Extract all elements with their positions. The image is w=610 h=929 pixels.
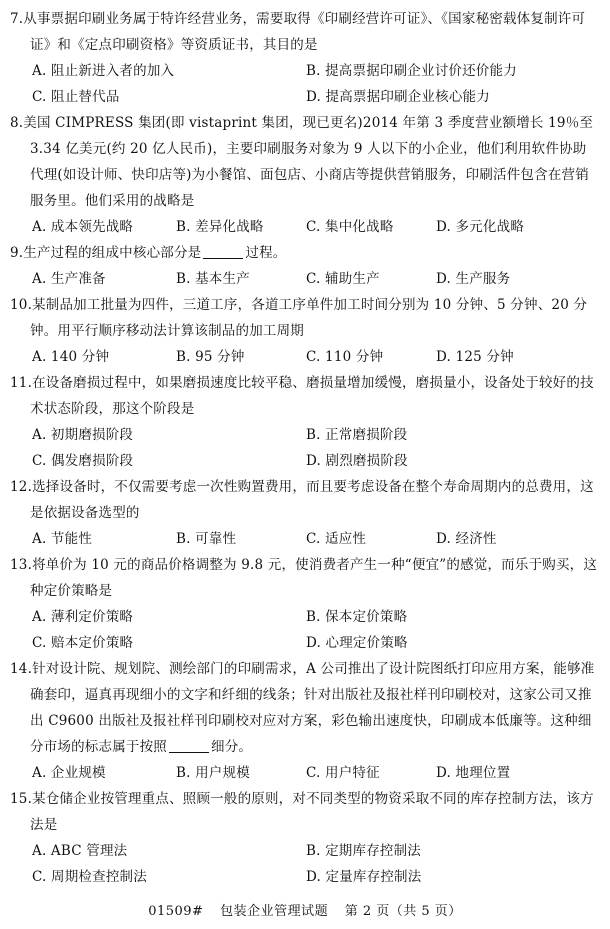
question-10-option-c[interactable]: C. 110 分钟	[306, 349, 384, 365]
question-10-option-d[interactable]: D. 125 分钟	[436, 349, 514, 365]
question-9-option-d[interactable]: D. 生产服务	[436, 271, 511, 287]
question-7-option-b[interactable]: B. 提高票据印刷企业讨价还价能力	[306, 63, 517, 79]
question-11-stem: 11.在设备磨损过程中，如果磨损速度比较平稳、磨损量增加缓慢，磨损量小，设备处于较好的技术状态阶段，那这个阶段是	[10, 375, 594, 417]
question-7-option-c[interactable]: C. 阻止替代品	[32, 89, 120, 105]
page-footer	[0, 900, 610, 919]
question-15-option-a[interactable]: A. ABC 管理法	[32, 843, 128, 859]
question-9-option-c[interactable]: C. 辅助生产	[306, 271, 380, 287]
question-9-stem-after: 过程。	[245, 245, 287, 261]
question-10-stem: 10.某制品加工批量为四件，三道工序，各道工序单件加工时间分别为 10 分钟、5 分钟、20 分钟。用平行顺序移动法计算该制品的加工周期	[10, 297, 588, 339]
question-8	[10, 110, 598, 240]
question-9-option-a[interactable]: A. 生产准备	[32, 271, 106, 287]
question-9-option-b[interactable]: B. 基本生产	[176, 271, 250, 287]
question-12-option-b[interactable]: B. 可靠性	[176, 531, 237, 547]
question-11-option-a[interactable]: A. 初期磨损阶段	[32, 427, 134, 443]
question-9-options	[10, 266, 598, 292]
question-11-option-c[interactable]: C. 偶发磨损阶段	[32, 453, 134, 469]
question-10-option-a[interactable]: A. 140 分钟	[32, 349, 110, 365]
question-12-option-a[interactable]: A. 节能性	[32, 531, 93, 547]
exam-title: 包装企业管理试题	[220, 904, 329, 919]
question-11-option-d[interactable]: D. 剧烈磨损阶段	[306, 453, 408, 469]
question-9-blank[interactable]	[203, 244, 243, 259]
exam-code: 01509#	[148, 904, 204, 919]
question-13-option-c[interactable]: C. 赔本定价策略	[32, 635, 134, 651]
question-11-options	[10, 422, 598, 474]
question-14-option-d[interactable]: D. 地理位置	[436, 765, 511, 781]
question-8-option-c[interactable]: C. 集中化战略	[306, 219, 394, 235]
question-8-options	[10, 214, 598, 240]
question-10-options	[10, 344, 598, 370]
question-12	[10, 474, 598, 552]
question-8-stem: 8.美国 CIMPRESS 集团(即 vistaprint 集团，现已更名)2014 年第 3 季度营业额增长 19％至 3.34 亿美元(约 20 亿人民币)，主要印刷服务对象为 9 人以下的小企业，他们利用软件协助代理(如设计师、快印店等)为小餐馆、面包店、小商店等提供营销服务，印刷活件包含在营销服务里。他们采用的战略是	[10, 115, 594, 209]
question-15-option-b[interactable]: B. 定期库存控制法	[306, 843, 422, 859]
question-15	[10, 786, 598, 890]
question-12-option-d[interactable]: D. 经济性	[436, 531, 497, 547]
question-9-stem-before: 9.生产过程的组成中核心部分是	[10, 245, 202, 261]
question-10	[10, 292, 598, 370]
question-15-stem: 15.某仓储企业按管理重点、照顾一般的原则，对不同类型的物资采取不同的库存控制方法，该方法是	[10, 791, 594, 833]
question-13-option-a[interactable]: A. 薄利定价策略	[32, 609, 134, 625]
question-11	[10, 370, 598, 474]
question-13	[10, 552, 598, 656]
question-14-stem	[10, 656, 598, 760]
question-14-stem-after: 细分。	[211, 739, 253, 755]
question-7-option-a[interactable]: A. 阻止新进入者的加入	[32, 63, 175, 79]
question-12-options	[10, 526, 598, 552]
question-14-option-a[interactable]: A. 企业规模	[32, 765, 106, 781]
question-11-option-b[interactable]: B. 正常磨损阶段	[306, 427, 408, 443]
question-12-stem: 12.选择设备时，不仅需要考虑一次性购置费用，而且要考虑设备在整个寿命周期内的总费用，这是依据设备选型的	[10, 479, 594, 521]
question-14-blank[interactable]	[169, 738, 209, 753]
question-12-option-c[interactable]: C. 适应性	[306, 531, 367, 547]
question-9-stem	[10, 240, 598, 266]
question-15-option-c[interactable]: C. 周期检查控制法	[32, 869, 147, 885]
question-8-option-d[interactable]: D. 多元化战略	[436, 219, 525, 235]
question-7-stem: 7.从事票据印刷业务属于特许经营业务，需要取得《印刷经营许可证》、《国家秘密载体复制许可证》和《定点印刷资格》等资质证书，其目的是	[10, 11, 586, 53]
question-15-option-d[interactable]: D. 定量库存控制法	[306, 869, 422, 885]
question-13-stem: 13.将单价为 10 元的商品价格调整为 9.8 元，使消费者产生一种“便宜”的感觉，而乐于购买，这种定价策略是	[10, 557, 598, 599]
question-14-stem-before: 14.针对设计院、规划院、测绘部门的印刷需求，A 公司推出了设计院图纸打印应用方案，能够准确套印，逼真再现细小的文字和纤细的线条；针对出版社及报社样刊印刷校对，这家公司又推出 C9600 出版社及报社样刊印刷校对应对方案，彩色输出速度快，印刷成本低廉等。这种细分市场的标志属于按照	[10, 661, 595, 755]
question-13-options	[10, 604, 598, 656]
question-10-option-b[interactable]: B. 95 分钟	[176, 349, 245, 365]
question-7-options	[10, 58, 598, 110]
question-9	[10, 240, 598, 292]
question-13-option-b[interactable]: B. 保本定价策略	[306, 609, 408, 625]
question-14-option-c[interactable]: C. 用户特征	[306, 765, 380, 781]
question-15-options	[10, 838, 598, 890]
question-14-options	[10, 760, 598, 786]
question-8-option-a[interactable]: A. 成本领先战略	[32, 219, 134, 235]
question-13-option-d[interactable]: D. 心理定价策略	[306, 635, 408, 651]
question-7-option-d[interactable]: D. 提高票据印刷企业核心能力	[306, 89, 490, 105]
question-14	[10, 656, 598, 786]
question-14-option-b[interactable]: B. 用户规模	[176, 765, 250, 781]
question-7	[10, 6, 598, 110]
question-8-option-b[interactable]: B. 差异化战略	[176, 219, 264, 235]
page-number: 第 2 页（共 5 页）	[344, 904, 462, 919]
